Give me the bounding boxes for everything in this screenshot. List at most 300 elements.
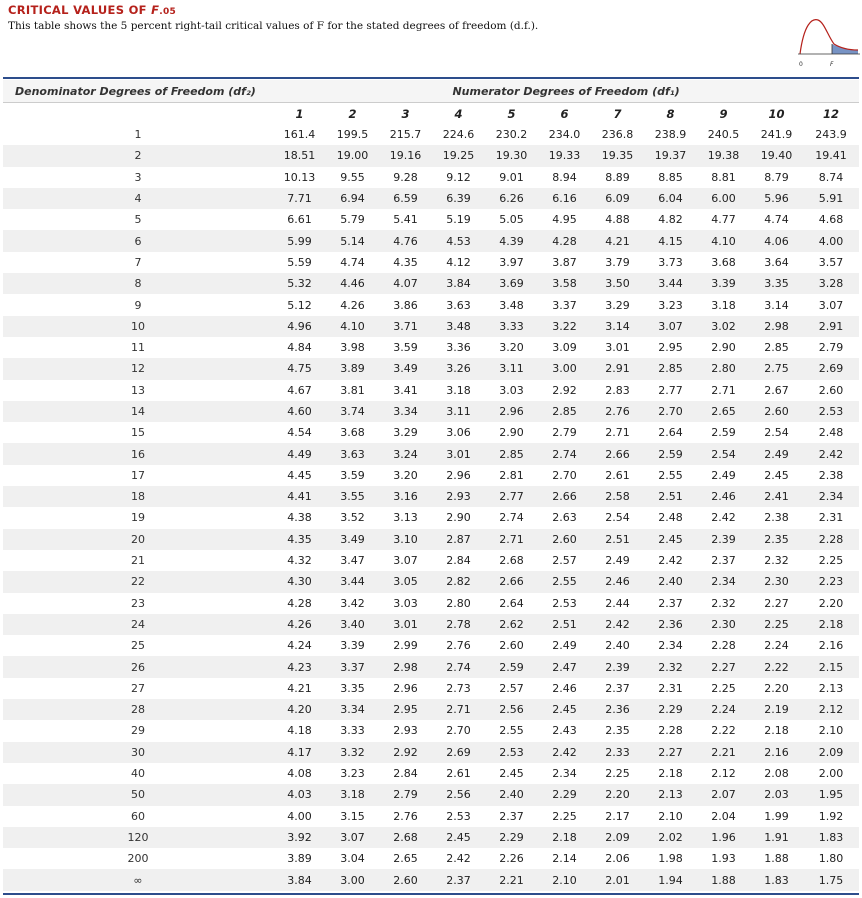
critical-value-cell: 3.26 xyxy=(446,362,471,376)
denominator-df-cell: 10 xyxy=(131,319,145,333)
table-row xyxy=(3,742,859,763)
denominator-df-cell: 14 xyxy=(131,405,145,418)
denominator-df-cell: 16 xyxy=(131,447,145,461)
critical-value-cell: 2.93 xyxy=(393,724,418,738)
critical-value-cell: 2.06 xyxy=(605,852,630,866)
critical-value-cell: 2.64 xyxy=(499,596,524,610)
critical-value-cell: 2.30 xyxy=(711,617,736,631)
table-row xyxy=(3,848,859,869)
critical-value-cell: 4.10 xyxy=(340,319,365,333)
critical-value-cell: 3.18 xyxy=(340,788,365,802)
critical-value-cell: 2.87 xyxy=(446,532,471,546)
critical-value-cell: 2.70 xyxy=(446,724,471,738)
critical-value-cell: 2.40 xyxy=(658,575,683,589)
critical-value-cell: 3.29 xyxy=(393,426,418,440)
critical-value-cell: 199.5 xyxy=(336,128,369,142)
critical-value-cell: 161.4 xyxy=(283,128,316,142)
critical-value-cell: 9.12 xyxy=(446,170,471,184)
critical-value-cell: 19.37 xyxy=(654,149,687,163)
denominator-df-cell: 23 xyxy=(131,596,145,610)
critical-value-cell: 3.33 xyxy=(499,319,524,333)
table-row xyxy=(3,358,859,379)
critical-value-cell: 2.77 xyxy=(499,490,524,504)
critical-value-cell: 2.85 xyxy=(552,405,577,418)
critical-value-cell: 6.39 xyxy=(446,192,471,206)
critical-value-cell: 2.74 xyxy=(552,447,577,461)
numerator-header: Numerator Degrees of Freedom (df₁) xyxy=(273,80,859,103)
critical-value-cell: 4.46 xyxy=(340,277,365,291)
critical-value-cell: 2.00 xyxy=(818,767,844,781)
critical-value-cell: 2.71 xyxy=(446,703,471,717)
critical-value-cell: 2.85 xyxy=(658,362,683,376)
critical-value-cell: 2.53 xyxy=(818,405,844,418)
critical-value-cell: 18.51 xyxy=(283,149,316,163)
critical-value-cell: 2.01 xyxy=(605,873,630,887)
critical-value-cell: 3.89 xyxy=(340,362,365,376)
critical-value-cell: 3.02 xyxy=(711,319,736,333)
critical-value-cell: 2.66 xyxy=(605,447,630,461)
numerator-df-12: 12 xyxy=(823,106,840,121)
critical-value-cell: 2.13 xyxy=(658,788,683,802)
critical-value-cell: 3.23 xyxy=(340,767,365,781)
critical-value-cell: 3.07 xyxy=(340,830,365,844)
critical-value-cell: 2.54 xyxy=(764,426,789,440)
critical-value-cell: 19.38 xyxy=(707,149,740,163)
critical-value-cell: 2.55 xyxy=(658,468,683,482)
critical-value-cell: 2.10 xyxy=(552,873,577,887)
critical-value-cell: 2.90 xyxy=(499,426,524,440)
denominator-df-cell: ∞ xyxy=(133,873,143,887)
critical-value-cell: 2.66 xyxy=(499,575,524,589)
critical-value-cell: 2.45 xyxy=(446,830,471,844)
critical-value-cell: 2.92 xyxy=(393,745,418,759)
critical-value-cell: 2.16 xyxy=(764,745,789,759)
critical-value-cell: 6.16 xyxy=(552,192,577,206)
critical-value-cell: 6.59 xyxy=(393,192,418,206)
critical-value-cell: 2.42 xyxy=(605,617,630,631)
critical-value-cell: 2.53 xyxy=(499,745,524,759)
table-top-rule xyxy=(3,77,859,79)
critical-value-cell: 4.74 xyxy=(764,213,789,227)
critical-value-cell: 5.05 xyxy=(499,213,524,227)
critical-value-cell: 2.71 xyxy=(605,426,630,440)
numerator-df-row xyxy=(3,103,859,125)
critical-value-cell: 2.61 xyxy=(605,468,630,482)
critical-value-cell: 3.14 xyxy=(764,298,789,312)
critical-value-cell: 4.74 xyxy=(340,255,365,269)
critical-value-cell: 4.39 xyxy=(499,234,524,248)
critical-value-cell: 3.47 xyxy=(340,554,365,568)
critical-value-cell: 2.21 xyxy=(711,745,736,759)
critical-value-cell: 2.84 xyxy=(446,554,471,568)
critical-value-cell: 9.28 xyxy=(393,170,418,184)
critical-value-cell: 2.38 xyxy=(764,511,789,525)
critical-value-cell: 3.10 xyxy=(393,532,418,546)
critical-value-cell: 2.34 xyxy=(658,639,683,653)
critical-value-cell: 1.88 xyxy=(711,873,736,887)
critical-value-cell: 3.40 xyxy=(340,617,365,631)
critical-value-cell: 3.32 xyxy=(340,745,365,759)
critical-value-cell: 3.44 xyxy=(340,575,365,589)
critical-value-cell: 19.00 xyxy=(336,149,369,163)
critical-value-cell: 3.28 xyxy=(818,277,844,291)
denominator-df-cell: 24 xyxy=(131,617,145,631)
critical-value-cell: 2.21 xyxy=(499,873,524,887)
denominator-df-cell: 200 xyxy=(127,852,149,866)
critical-value-cell: 2.49 xyxy=(711,468,736,482)
critical-value-cell: 2.60 xyxy=(764,405,789,418)
critical-value-cell: 5.59 xyxy=(287,255,312,269)
critical-value-cell: 2.45 xyxy=(552,703,577,717)
critical-value-cell: 3.57 xyxy=(818,255,844,269)
denominator-df-cell: 27 xyxy=(131,681,145,695)
critical-value-cell: 2.75 xyxy=(764,362,789,376)
table-header-row xyxy=(3,80,859,103)
critical-value-cell: 2.24 xyxy=(764,639,789,653)
critical-value-cell: 5.91 xyxy=(818,192,844,206)
critical-value-cell: 236.8 xyxy=(601,128,634,142)
critical-value-cell: 1.80 xyxy=(818,852,844,866)
critical-value-cell: 2.41 xyxy=(764,490,789,504)
numerator-df-10: 10 xyxy=(768,106,785,121)
critical-value-cell: 4.03 xyxy=(287,788,312,802)
critical-value-cell: 2.96 xyxy=(446,468,471,482)
critical-value-cell: 2.49 xyxy=(764,447,789,461)
critical-value-cell: 2.25 xyxy=(818,554,844,568)
critical-value-cell: 3.79 xyxy=(605,255,630,269)
critical-value-cell: 2.22 xyxy=(764,660,789,674)
critical-value-cell: 1.99 xyxy=(764,809,789,823)
critical-value-cell: 2.12 xyxy=(818,703,844,717)
critical-value-cell: 3.74 xyxy=(340,405,365,418)
critical-value-cell: 2.18 xyxy=(658,767,683,781)
critical-value-cell: 1.91 xyxy=(764,830,789,844)
critical-value-cell: 6.26 xyxy=(499,192,524,206)
critical-value-cell: 2.48 xyxy=(818,426,844,440)
table-row xyxy=(3,507,859,528)
critical-value-cell: 234.0 xyxy=(548,128,581,142)
critical-value-cell: 2.24 xyxy=(711,703,736,717)
denominator-df-cell: 3 xyxy=(134,170,142,184)
critical-value-cell: 2.63 xyxy=(552,511,577,525)
critical-value-cell: 2.61 xyxy=(446,767,471,781)
critical-value-cell: 2.79 xyxy=(552,426,577,440)
critical-value-cell: 3.34 xyxy=(340,703,365,717)
critical-value-cell: 5.32 xyxy=(287,277,312,291)
critical-value-cell: 3.36 xyxy=(446,341,471,355)
critical-value-cell: 3.33 xyxy=(340,724,365,738)
numerator-df-blank xyxy=(3,103,273,125)
critical-value-cell: 2.76 xyxy=(605,405,630,418)
numerator-df-7: 7 xyxy=(613,106,622,121)
critical-value-cell: 3.63 xyxy=(340,447,365,461)
critical-value-cell: 3.49 xyxy=(393,362,418,376)
critical-value-cell: 2.43 xyxy=(552,724,577,738)
critical-value-cell: 2.28 xyxy=(711,639,736,653)
critical-value-cell: 2.68 xyxy=(393,830,418,844)
table-row xyxy=(3,763,859,784)
critical-value-cell: 4.82 xyxy=(658,213,683,227)
critical-value-cell: 2.93 xyxy=(446,490,471,504)
critical-value-cell: 3.18 xyxy=(446,383,471,397)
numerator-df-8: 8 xyxy=(666,106,675,121)
critical-value-cell: 1.93 xyxy=(711,852,736,866)
critical-value-cell: 2.47 xyxy=(552,660,577,674)
critical-value-cell: 2.82 xyxy=(446,575,471,589)
table-row xyxy=(3,273,859,294)
critical-value-cell: 3.01 xyxy=(446,447,471,461)
critical-value-cell: 2.34 xyxy=(711,575,736,589)
critical-value-cell: 7.71 xyxy=(287,192,312,206)
critical-value-cell: 2.71 xyxy=(499,532,524,546)
critical-value-cell: 3.71 xyxy=(393,319,418,333)
critical-value-cell: 2.68 xyxy=(499,554,524,568)
critical-value-cell: 2.80 xyxy=(711,362,736,376)
critical-value-cell: 4.60 xyxy=(287,405,312,418)
denominator-df-cell: 19 xyxy=(131,511,145,525)
critical-value-cell: 2.55 xyxy=(552,575,577,589)
critical-value-cell: 2.35 xyxy=(764,532,789,546)
critical-value-cell: 2.28 xyxy=(818,532,844,546)
denominator-df-cell: 15 xyxy=(131,426,145,440)
critical-value-cell: 4.08 xyxy=(287,767,312,781)
numerator-df-3: 3 xyxy=(401,106,410,121)
critical-value-cell: 2.67 xyxy=(764,383,789,397)
critical-value-cell: 3.20 xyxy=(393,468,418,482)
critical-value-cell: 2.69 xyxy=(818,362,844,376)
critical-value-cell: 4.26 xyxy=(287,617,312,631)
table-row xyxy=(3,145,859,166)
critical-value-cell: 5.14 xyxy=(340,234,365,248)
critical-value-cell: 8.89 xyxy=(605,170,630,184)
critical-value-cell: 3.04 xyxy=(340,852,365,866)
critical-value-cell: 4.06 xyxy=(764,234,789,248)
critical-value-cell: 2.70 xyxy=(552,468,577,482)
critical-value-cell: 2.42 xyxy=(818,447,844,461)
table-row xyxy=(3,869,859,890)
denominator-df-cell: 11 xyxy=(131,341,145,355)
critical-value-cell: 2.36 xyxy=(605,703,630,717)
critical-value-cell: 3.87 xyxy=(552,255,577,269)
critical-value-cell: 4.17 xyxy=(287,745,312,759)
critical-value-cell: 2.42 xyxy=(446,852,471,866)
critical-value-cell: 19.40 xyxy=(760,149,793,163)
title-subscript: .05 xyxy=(159,7,177,17)
critical-value-cell: 6.94 xyxy=(340,192,365,206)
critical-value-cell: 2.58 xyxy=(605,490,630,504)
critical-value-cell: 2.27 xyxy=(764,596,789,610)
table-row xyxy=(3,124,859,145)
critical-value-cell: 2.60 xyxy=(552,532,577,546)
critical-value-cell: 3.37 xyxy=(552,298,577,312)
critical-value-cell: 2.36 xyxy=(658,617,683,631)
critical-value-cell: 1.96 xyxy=(711,830,736,844)
critical-value-cell: 2.66 xyxy=(552,490,577,504)
critical-value-cell: 19.41 xyxy=(815,149,847,163)
critical-value-cell: 2.80 xyxy=(446,596,471,610)
critical-value-cell: 2.59 xyxy=(499,660,524,674)
critical-value-cell: 2.55 xyxy=(499,724,524,738)
critical-value-cell: 4.18 xyxy=(287,724,312,738)
critical-value-cell: 4.21 xyxy=(287,681,312,695)
critical-value-cell: 2.53 xyxy=(446,809,471,823)
critical-value-cell: 8.94 xyxy=(552,170,577,184)
critical-value-cell: 2.98 xyxy=(393,660,418,674)
critical-value-cell: 2.25 xyxy=(605,767,630,781)
critical-value-cell: 2.31 xyxy=(818,511,844,525)
critical-value-cell: 3.24 xyxy=(393,447,418,461)
title-prefix: CRITICAL VALUES OF xyxy=(8,3,152,17)
denominator-df-cell: 21 xyxy=(131,554,145,568)
critical-value-cell: 3.23 xyxy=(658,298,683,312)
f-critical-values-table xyxy=(3,80,859,891)
critical-value-cell: 4.67 xyxy=(287,383,312,397)
critical-value-cell: 243.9 xyxy=(815,128,847,142)
critical-value-cell: 3.69 xyxy=(499,277,524,291)
critical-value-cell: 2.59 xyxy=(658,447,683,461)
table-row xyxy=(3,252,859,273)
critical-value-cell: 2.39 xyxy=(711,532,736,546)
critical-value-cell: 8.79 xyxy=(764,170,789,184)
critical-value-cell: 2.08 xyxy=(764,767,789,781)
table-row xyxy=(3,188,859,209)
critical-value-cell: 4.68 xyxy=(818,213,844,227)
critical-value-cell: 4.49 xyxy=(287,447,312,461)
critical-value-cell: 2.53 xyxy=(552,596,577,610)
critical-value-cell: 2.32 xyxy=(711,596,736,610)
critical-value-cell: 2.98 xyxy=(764,319,789,333)
denominator-df-cell: 22 xyxy=(131,575,145,589)
critical-value-cell: 2.78 xyxy=(446,617,471,631)
critical-value-cell: 2.17 xyxy=(605,809,630,823)
critical-value-cell: 3.41 xyxy=(393,383,418,397)
table-row xyxy=(3,593,859,614)
denominator-df-cell: 6 xyxy=(134,234,142,248)
critical-value-cell: 2.34 xyxy=(818,490,844,504)
critical-value-cell: 9.55 xyxy=(340,170,365,184)
critical-value-cell: 1.83 xyxy=(818,830,844,844)
critical-value-cell: 2.46 xyxy=(552,681,577,695)
critical-value-cell: 4.15 xyxy=(658,234,683,248)
denominator-df-cell: 40 xyxy=(131,767,145,781)
critical-value-cell: 3.07 xyxy=(658,319,683,333)
denominator-df-cell: 7 xyxy=(134,255,142,269)
critical-value-cell: 4.00 xyxy=(818,234,844,248)
critical-value-cell: 2.42 xyxy=(711,511,736,525)
critical-value-cell: 3.05 xyxy=(393,575,418,589)
critical-value-cell: 2.20 xyxy=(605,788,630,802)
critical-value-cell: 3.13 xyxy=(393,511,418,525)
critical-value-cell: 3.35 xyxy=(764,277,789,291)
table-row xyxy=(3,806,859,827)
critical-value-cell: 10.13 xyxy=(283,170,316,184)
table-row xyxy=(3,678,859,699)
critical-value-cell: 2.33 xyxy=(605,745,630,759)
critical-value-cell: 3.49 xyxy=(340,532,365,546)
critical-value-cell: 2.90 xyxy=(711,341,736,355)
table-row xyxy=(3,550,859,571)
critical-value-cell: 2.96 xyxy=(393,681,418,695)
critical-value-cell: 1.94 xyxy=(658,873,683,887)
table-row xyxy=(3,337,859,358)
critical-value-cell: 2.12 xyxy=(711,767,736,781)
critical-value-cell: 5.41 xyxy=(393,213,418,227)
critical-value-cell: 3.73 xyxy=(658,255,683,269)
critical-value-cell: 2.03 xyxy=(764,788,789,802)
critical-value-cell: 4.21 xyxy=(605,234,630,248)
critical-value-cell: 4.53 xyxy=(446,234,471,248)
critical-value-cell: 2.25 xyxy=(711,681,736,695)
denominator-df-cell: 2 xyxy=(134,149,142,163)
critical-value-cell: 2.91 xyxy=(605,362,630,376)
table-row xyxy=(3,571,859,592)
critical-value-cell: 2.60 xyxy=(393,873,418,887)
critical-value-cell: 2.95 xyxy=(393,703,418,717)
table-row xyxy=(3,380,859,401)
critical-value-cell: 2.13 xyxy=(818,681,844,695)
table-row xyxy=(3,465,859,486)
critical-value-cell: 2.65 xyxy=(711,405,736,418)
critical-value-cell: 4.00 xyxy=(287,809,312,823)
critical-value-cell: 2.64 xyxy=(658,426,683,440)
critical-value-cell: 224.6 xyxy=(442,128,475,142)
critical-value-cell: 2.69 xyxy=(446,745,471,759)
critical-value-cell: 3.15 xyxy=(340,809,365,823)
critical-value-cell: 4.41 xyxy=(287,490,312,504)
curve-label-zero: 0 xyxy=(799,61,803,68)
critical-value-cell: 2.10 xyxy=(818,724,844,738)
critical-value-cell: 4.30 xyxy=(287,575,312,589)
critical-value-cell: 2.56 xyxy=(446,788,471,802)
critical-value-cell: 4.84 xyxy=(287,341,312,355)
critical-value-cell: 5.12 xyxy=(287,298,312,312)
critical-value-cell: 4.23 xyxy=(287,660,312,674)
critical-value-cell: 4.88 xyxy=(605,213,630,227)
table-row xyxy=(3,443,859,464)
critical-value-cell: 3.01 xyxy=(393,617,418,631)
table-bottom-rule xyxy=(3,893,859,895)
critical-value-cell: 4.26 xyxy=(340,298,365,312)
critical-value-cell: 230.2 xyxy=(495,128,528,142)
critical-value-cell: 4.12 xyxy=(446,255,471,269)
critical-value-cell: 4.32 xyxy=(287,554,312,568)
critical-value-cell: 3.42 xyxy=(340,596,365,610)
table-row xyxy=(3,422,859,443)
critical-value-cell: 4.20 xyxy=(287,703,312,717)
table-row xyxy=(3,230,859,251)
critical-value-cell: 2.23 xyxy=(818,575,844,589)
critical-value-cell: 241.9 xyxy=(760,128,793,142)
critical-value-cell: 3.16 xyxy=(393,490,418,504)
critical-value-cell: 3.48 xyxy=(446,319,471,333)
critical-value-cell: 4.35 xyxy=(287,532,312,546)
denominator-header: Denominator Degrees of Freedom (df₂) xyxy=(3,80,273,103)
table-row xyxy=(3,699,859,720)
critical-value-cell: 3.55 xyxy=(340,490,365,504)
critical-value-cell: 2.37 xyxy=(446,873,471,887)
denominator-df-cell: 4 xyxy=(134,192,142,206)
critical-value-cell: 3.50 xyxy=(605,277,630,291)
table-row xyxy=(3,720,859,741)
critical-value-cell: 3.09 xyxy=(552,341,577,355)
denominator-df-cell: 8 xyxy=(134,277,142,291)
critical-value-cell: 2.54 xyxy=(605,511,630,525)
table-row xyxy=(3,656,859,677)
critical-value-cell: 3.03 xyxy=(499,383,524,397)
denominator-df-cell: 120 xyxy=(127,830,149,844)
critical-value-cell: 2.79 xyxy=(393,788,418,802)
critical-value-cell: 2.77 xyxy=(658,383,683,397)
